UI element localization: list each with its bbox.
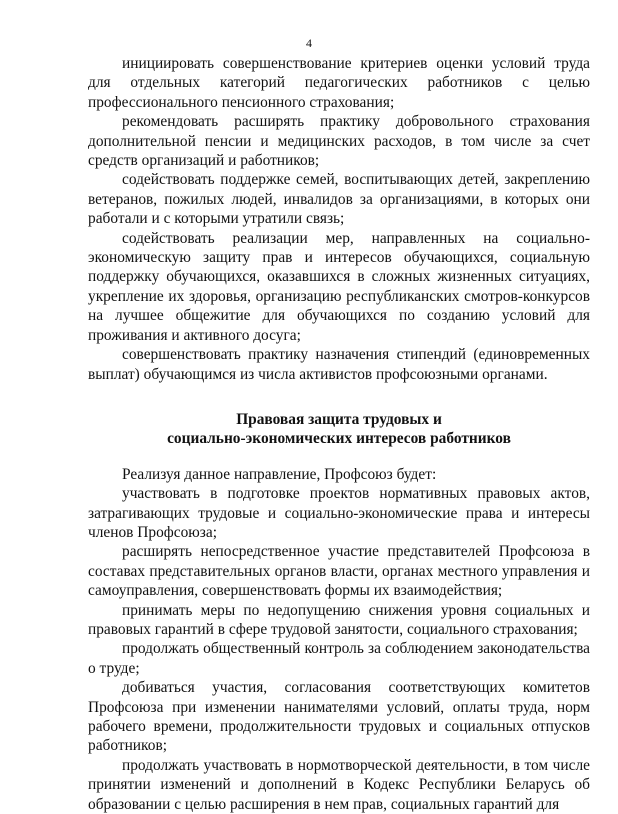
paragraph-voluntary-insurance: рекомендовать расширять практику добровольного страхования дополнительной пенсии и медицинских расходов, в том числе за счет средств организаций и работников; — [88, 113, 590, 170]
section-heading — [88, 410, 590, 449]
paragraph-legal-drafts: участвовать в подготовке проектов нормативных правовых актов, затрагивающих трудовые и социально-экономические права и интересы членов Профсоюза; — [88, 485, 590, 541]
paragraph-intro: Реализуя данное направление, Профсоюз будет: — [122, 465, 437, 483]
paragraph-social-guarantees: принимать меры по недопущению снижения уровня социальных и правовых гарантий в сфере трудовой занятости, социального страхования; — [88, 601, 590, 638]
paragraph-representative-bodies: расширять непосредственное участие представителей Профсоюза в составах представительных органов власти, органах местного управления и самоуправления, совершенствовать формы их взаимодействия; — [88, 543, 590, 600]
paragraph-family-support: содействовать поддержке семей, воспитывающих детей, закреплению ветеранов, пожилых людей, инвалидов за организациями, в которых они работали и с которыми утратили связь; — [88, 171, 590, 228]
paragraph-student-protection: содействовать реализации мер, направленных на социально-экономическую защиту прав и интересов обучающихся, социальную поддержку обучающихся, оказавшихся в сложных жизненных ситуациях, укрепление их здоровья, организацию республиканских смотров-конкурсов на лучшее общежитие для обучающихся по созданию условий для проживания и активного досуга; — [88, 229, 590, 344]
document-body — [88, 54, 590, 814]
paragraph-scholarships: совершенствовать практику назначения стипендий (единовременных выплат) обучающимся из числа активистов профсоюзными органами. — [88, 346, 590, 383]
paragraph-labor-control: продолжать общественный контроль за соблюдением законодательства о труде; — [88, 640, 590, 677]
paragraph-pension-criteria: инициировать совершенствование критериев оценки условий труда для отдельных категорий педагогических работников с целью профессионального пенсионного страхования; — [88, 55, 590, 111]
paragraph-rulemaking: продолжать участвовать в нормотворческой деятельности, в том числе принятии изменений и дополнений в Кодекс Республики Беларусь об образовании с целью расширения в нем прав, социальных гарантий для — [88, 756, 590, 813]
page-number: 4 — [306, 36, 312, 50]
section-heading-line-2: социально-экономических интересов работников — [167, 430, 511, 448]
paragraph-committee-agreement: добиваться участия, согласования соответствующих комитетов Профсоюза при изменении нанимателями условий, оплаты труда, норм рабочего времени, продолжительности трудовых и социальных отпусков работников; — [88, 679, 590, 755]
section-heading-line-1: Правовая защита трудовых и — [236, 410, 442, 428]
